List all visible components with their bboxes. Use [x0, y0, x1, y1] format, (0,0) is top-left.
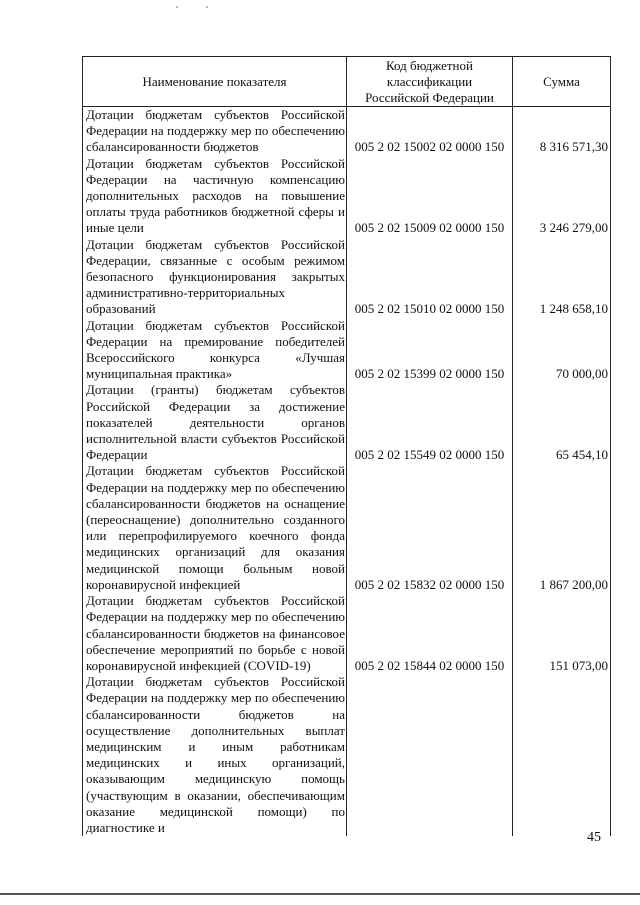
table-row [83, 463, 611, 593]
row-name: Дотации бюджетам субъектов Российской Федерации, связанные с особым режимом безопасного функционирования закрытых административно-территориальных образований [83, 237, 347, 318]
row-name: Дотации бюджетам субъектов Российской Федерации на премирование победителей Всероссийского конкурса «Лучшая муниципальная практика» [83, 318, 347, 383]
row-sum: 65 454,10 [513, 382, 611, 463]
table-header-row [83, 57, 611, 107]
row-code: 005 2 02 15010 02 0000 150 [347, 237, 513, 318]
row-code: 005 2 02 15399 02 0000 150 [347, 318, 513, 383]
table-row [83, 674, 611, 836]
row-name: Дотации бюджетам субъектов Российской Федерации на частичную компенсацию дополнительных расходов на повышение оплаты труда работников бюджетной сферы и иные цели [83, 156, 347, 237]
table-row [83, 237, 611, 318]
row-code: 005 2 02 15009 02 0000 150 [347, 156, 513, 237]
scan-speck [206, 6, 208, 8]
row-sum: 1 867 200,00 [513, 463, 611, 593]
table-row [83, 156, 611, 237]
header-name: Наименование показателя [83, 57, 347, 107]
row-code: 005 2 02 15002 02 0000 150 [347, 107, 513, 156]
row-name: Дотации бюджетам субъектов Российской Федерации на поддержку мер по обеспечению сбалансированности бюджетов на оснащение (переоснащение) дополнительно созданного или перепрофилируемого коечного фонда медицинских организаций для оказания медицинской помощи больным новой коронавирусной инфекцией [83, 463, 347, 593]
table-row [83, 107, 611, 156]
row-sum: 70 000,00 [513, 318, 611, 383]
header-sum: Сумма [513, 57, 611, 107]
row-sum: 3 246 279,00 [513, 156, 611, 237]
row-code: 005 2 02 15832 02 0000 150 [347, 463, 513, 593]
scan-edge-line [0, 893, 640, 895]
row-name: Дотации бюджетам субъектов Российской Федерации на поддержку мер по обеспечению сбалансированности бюджетов [83, 107, 347, 156]
row-code [347, 674, 513, 836]
row-code: 005 2 02 15844 02 0000 150 [347, 593, 513, 674]
row-code: 005 2 02 15549 02 0000 150 [347, 382, 513, 463]
row-name: Дотации бюджетам субъектов Российской Федерации на поддержку мер по обеспечению сбалансированности бюджетов на осуществление дополнительных выплат медицинским и иным работникам медицинских и иных организаций, оказывающим медицинскую помощь (участвующим в оказании, обеспечивающим оказание медицинской помощи) по диагностике и [83, 674, 347, 836]
table-row [83, 593, 611, 674]
row-name: Дотации (гранты) бюджетам субъектов Российской Федерации за достижение показателей деятельности органов исполнительной власти субъектов Российской Федерации [83, 382, 347, 463]
row-sum: 8 316 571,30 [513, 107, 611, 156]
budget-table [82, 56, 611, 836]
row-name: Дотации бюджетам субъектов Российской Федерации на поддержку мер по обеспечению сбалансированности бюджетов на финансовое обеспечение мероприятий по борьбе с новой коронавирусной инфекцией (COVID-19) [83, 593, 347, 674]
header-code: Код бюджетной классификации Российской Федерации [347, 57, 513, 107]
page-number: 45 [587, 830, 601, 845]
row-sum [513, 674, 611, 836]
row-sum: 151 073,00 [513, 593, 611, 674]
row-sum: 1 248 658,10 [513, 237, 611, 318]
scan-speck [176, 6, 178, 8]
table-row [83, 382, 611, 463]
table-row [83, 318, 611, 383]
